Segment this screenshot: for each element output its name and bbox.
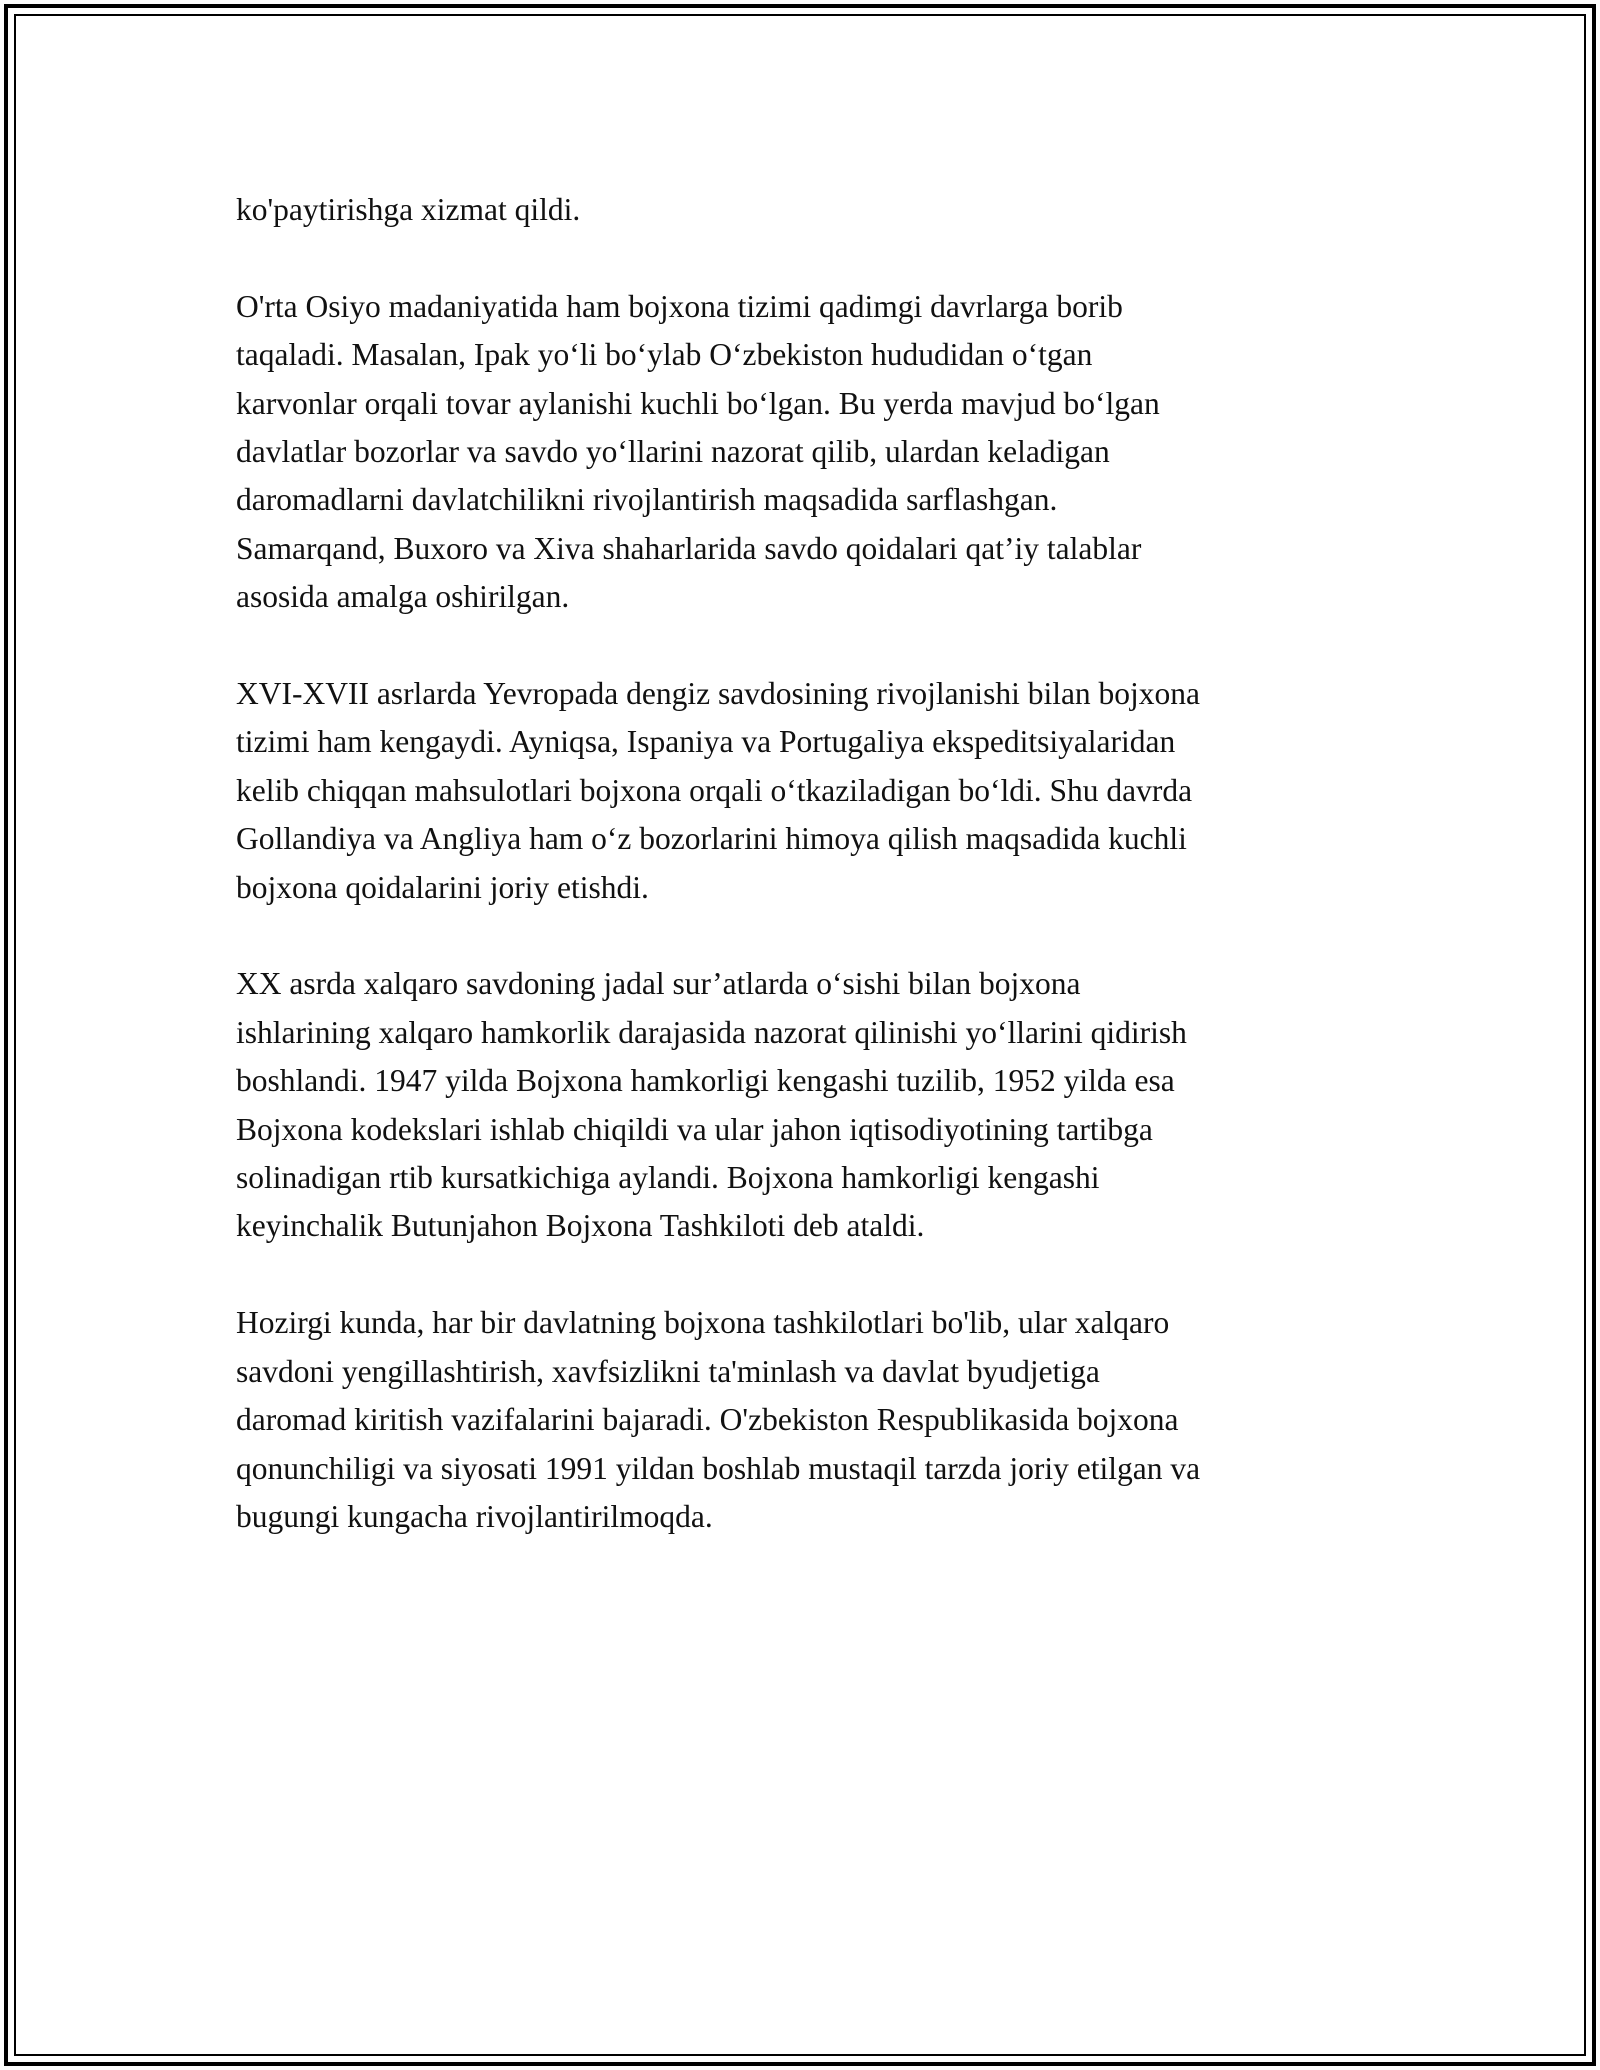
paragraph-central-asia: O'rta Osiyo madaniyatida ham bojxona tizimi qadimgi davrlarga borib taqaladi. Masalan, Ipak yo‘li bo‘ylab O‘zbekiston hududidan o‘tgan karvonlar orqali tovar aylanishi kuchli bo‘lgan. Bu yerda mavjud bo‘lgan davlatlar bozorlar va savdo yo‘llarini nazorat qilib, ulardan keladigan daromadlarni davlatchilikni rivojlantirish maqsadida sarflashgan. Samarqand, Buxoro va Xiva shaharlarida savdo qoidalari qat’iy talablar asosida amalga oshirilgan. [236,288,1160,615]
paragraph-europe: XVI-XVII asrlarda Yevropada dengiz savdosining rivojlanishi bilan bojxona tizimi ham kengaydi. Ayniqsa, Ispaniya va Portugaliya ekspeditsiyalaridan kelib chiqqan mahsulotlari bojxona orqali o‘tkaziladigan bo‘ldi. Shu davrda Gollandiya va Angliya ham o‘z bozorlarini himoya qilish maqsadida kuchli bojxona qoidalarini joriy etishdi. [236,676,1201,905]
paragraph-twentieth-century: XX asrda xalqaro savdoning jadal sur’atlarda o‘sishi bilan bojxona ishlarining xalqaro hamkorlik darajasida nazorat qilinishi yo‘llarini qidirish boshlandi. 1947 yilda Bojxona hamkorligi kengashi tuzilib, 1952 yilda esa Bojxona kodekslari ishlab chiqildi va ular jahon iqtisodiyotining tartibga solinadigan rtib kursatkichiga aylandi. Bojxona hamkorligi kengashi keyinchalik Butunjahon Bojxona Tashkiloti deb ataldi. [236,966,1187,1244]
paragraph-present-day: Hozirgi kunda, har bir davlatning bojxona tashkilotlari bo'lib, ular xalqaro savdoni yengillashtirish, xavfsizlikni ta'minlash va davlat byudjetiga daromad kiritish vazifalarini bajaradi. O'zbekiston Respublikasida bojxona qonunchiligi va siyosati 1991 yildan boshlab mustaqil tarzda joriy etilgan va bugungi kungacha rivojlantirilmoqda. [236,1305,1201,1534]
document-body [236,186,1376,1590]
paragraph-continuation: ko'paytirishga xizmat qildi. [236,192,581,227]
